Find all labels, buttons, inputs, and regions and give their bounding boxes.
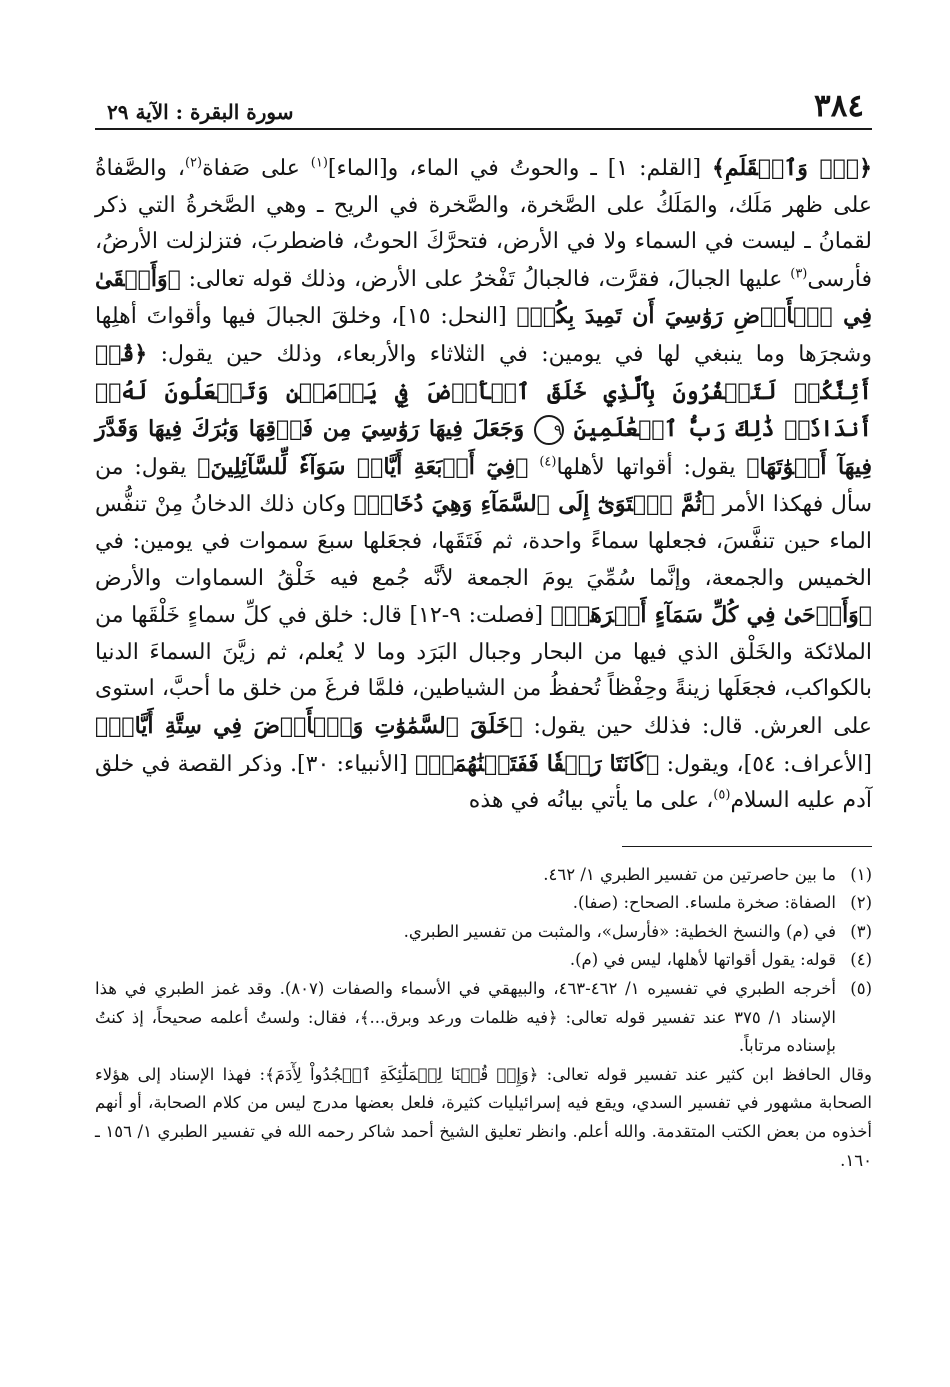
footnote-text: أخرجه الطبري في تفسيره ١/ ٤٦٢-٤٦٣، والبيهقي في الأسماء والصفات (٨٠٧). وقد غمز الطبري في هذا الإسناد ١/ ٣٧٥ عند تفسير قوله تعالى: ﴿فيه ظلمات ورعد وبرق...﴾، فقال: ولستُ أعلمه صحيحاً، إذ كنتُ بإسناده مرتاباً. bbox=[95, 979, 836, 1056]
main-text bbox=[95, 150, 872, 820]
footnote-separator bbox=[622, 846, 872, 861]
footnote-ref: (١) bbox=[310, 155, 328, 171]
footnote-ref: (٤) bbox=[539, 454, 557, 470]
body-text-run: يقول: أقواتها لأهلها bbox=[556, 454, 747, 480]
footnote-item bbox=[95, 975, 872, 1061]
footnote-item bbox=[95, 946, 872, 975]
body-text-run: ، والصَّفاةُ على ظهر مَلَك، والمَلَكُ على الصَّخرة، والصَّخرة في الريح ـ وهي الصَّخرةُ التي ذكر لقمانُ ـ ليست في السماء ولا في الأرض، فتحرَّكَ الحوتُ، فاضطربَ، فتزلزلت الأرضُ، فأرسى bbox=[95, 156, 872, 292]
footnote-number: (٢) bbox=[850, 893, 872, 913]
quran-verse: وَجَعَلَ فِيهَا رَوَٰسِيَ مِن فَوۡقِهَا وَبَٰرَكَ فِيهَا وَقَدَّرَ فِيهَآ أَقۡوَٰتَهَا﴾ bbox=[95, 416, 873, 480]
body-text-run: وكان ذلك الدخانُ مِنْ تنفُّس الماء حين تنفَّسَ، فجعلها سماءً واحدة، ثم فَتَقَها، فجعَلها سبعَ سموات في يومين: في الخميس والجمعة، وإنَّما سُمِّيَ يومَ الجمعة لأنَّه جُمع فيه خَلْقُ السماوات والأرض bbox=[95, 492, 872, 591]
body-text-run: [الأعراف: ٥٤]، ويقول: bbox=[659, 751, 872, 777]
body-text-run: يقول: من سأل فهكذا الأمر bbox=[95, 454, 873, 518]
footnote-text: الصفاة: صخرة ملساء. الصحاح: (صفا). bbox=[572, 893, 836, 913]
footnote-item bbox=[95, 918, 872, 947]
footnote-continuation: وقال الحافظ ابن كثير عند تفسير قوله تعالى: ﴿وَإِذۡ قُلۡنَا لِلۡمَلَٰٓئِكَةِ ٱسۡجُدُواْ لِأٓدَمَ﴾: فهذا الإسناد إلى هؤلاء الصحابة مشهور في تفسير السدي، ويقع فيه إسرائيليات كثيرة، فلعل بعضها مدرج ليس من كلام الصحابة، أو أنهم أخذوه من بعض الكتب المتقدمة. والله أعلم. وانظر تعليق الشيخ أحمد شاكر رحمه الله في تفسير الطبري ١/ ١٥٦ ـ ١٦٠. bbox=[95, 1064, 872, 1170]
footnote-ref: (٥) bbox=[713, 787, 731, 803]
body-text-run: [الأنبياء: ٣٠]. وذكر القصة في خلق آدم عليه السلام bbox=[95, 751, 872, 814]
running-title: سورة البقرة : الآية ٢٩ bbox=[107, 100, 294, 124]
footnote-ref: (٣) bbox=[790, 266, 808, 282]
quran-verse: ﴿قُلۡ أَئِنَّكُمۡ لَتَكۡفُرُونَ بِٱلَّذِي خَلَقَ ٱلۡأَرۡضَ فِي يَوۡمَيۡنِ وَتَجۡعَلُونَ لَهُۥٓ أَندَادٗاۚ ذَٰلِكَ رَبُّ ٱلۡعَٰلَمِينَ bbox=[95, 340, 872, 443]
footnote-number: (٥) bbox=[850, 979, 872, 999]
quran-verse: ﴿ثُمَّ ٱسۡتَوَىٰٓ إِلَى ٱلسَّمَآءِ وَهِيَ دُخَانٞ﴾ bbox=[353, 491, 715, 518]
footnote-number: (١) bbox=[850, 864, 872, 884]
footnote-number: (٣) bbox=[850, 921, 872, 941]
footnote-number: (٤) bbox=[850, 950, 872, 970]
footnote-item bbox=[95, 861, 872, 890]
quran-verse: ﴿وَأَلۡقَىٰ فِي ٱلۡأَرۡضِ رَوَٰسِيَ أَن تَمِيدَ بِكُمۡ﴾ bbox=[95, 265, 872, 330]
quran-verse: ﴿وَأَوۡحَىٰ فِي كُلِّ سَمَآءٍ أَمۡرَهَاۚ﴾ bbox=[550, 602, 873, 629]
page-number: ٣٨٤ bbox=[814, 88, 864, 124]
body-text-run: عليها الجبالَ، فقرَّت، فالجبالُ تَفْخرُ على الأرض، وذلك قوله تعالى: bbox=[180, 266, 791, 292]
body-text-run: [النحل: ١٥]، وخلقَ الجبالَ فيها وأقواتَ أهلِها وشجرَها وما ينبغي لها في يومين: في الثلاثاء والأربعاء، وذلك حين يقول: bbox=[95, 304, 872, 367]
body-text-run: على صَفاة bbox=[202, 156, 311, 181]
body-text-run: [القلم: ١] ـ والحوتُ في الماء، و[الماء] bbox=[327, 156, 712, 181]
footnote-ref: (٢) bbox=[184, 155, 203, 171]
footnote-text: في (م) والنسخ الخطية: «فأرسل»، والمثبت من تفسير الطبري. bbox=[403, 921, 836, 941]
page-header bbox=[95, 82, 872, 130]
quran-verse: ﴿فِيٓ أَرۡبَعَةِ أَيَّامٖ سَوَآءٗ لِّلسَّآئِلِينَ﴾ bbox=[197, 453, 529, 480]
body-text-run: [فصلت: ٩-١٢] قال: خلق في كلِّ سماءٍ خَلْقَها من الملائكة والخَلْق الذي فيها من البحار وجبال البَرَد وما لا يُعلم، ثم زيَّنَ السماءَ الدنيا بالكواكب، فجعَلَها زينةً وحِفْظاً تُحفظُ من الشياطين، فلمَّا فرغَ من خلق ما أحبَّ، استوى على العرش. قال: فذلك حين يقول: bbox=[95, 603, 873, 739]
footnote-item bbox=[95, 889, 872, 918]
footnotes bbox=[95, 861, 872, 1176]
quran-verse: ﴿نٓۚ وَٱلۡقَلَمِ﴾ bbox=[711, 155, 872, 181]
body-text-run bbox=[528, 455, 539, 480]
footnote-text: قوله: يقول أقواتها لأهلها، ليس في (م). bbox=[569, 950, 836, 970]
body-text-run: ، على ما يأتي بيانُه في هذه bbox=[468, 788, 714, 814]
quran-verse: ﴿كَانَتَا رَتۡقٗا فَفَتَقۡنَٰهُمَاۖ﴾ bbox=[414, 750, 660, 777]
ayah-number-marker: ٩ bbox=[534, 415, 564, 445]
footnote-text: ما بين حاصرتين من تفسير الطبري ١/ ٤٦٢. bbox=[543, 864, 836, 884]
quran-verse: ﴿خَلَقَ ٱلسَّمَٰوَٰتِ وَٱلۡأَرۡضَ فِي سِتَّةِ أَيَّامٖ﴾ bbox=[95, 712, 523, 739]
